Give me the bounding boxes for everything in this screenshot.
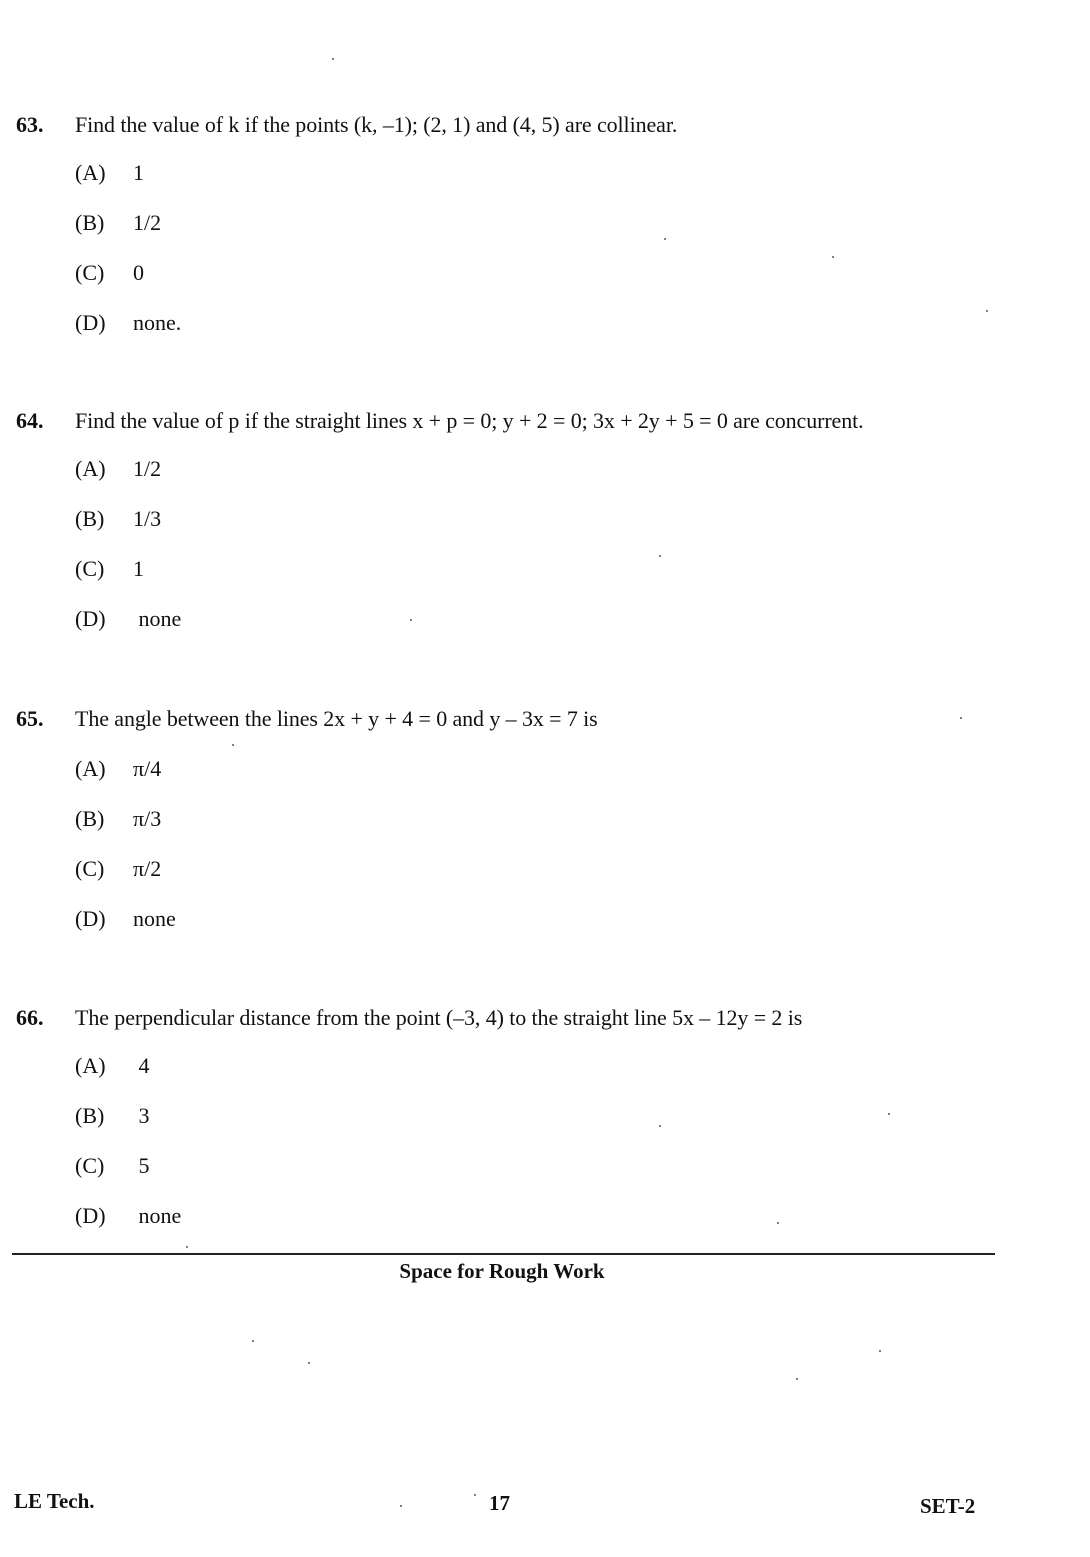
- scan-speck: [474, 1494, 476, 1496]
- option-value: none: [133, 606, 182, 631]
- scan-speck: [960, 717, 962, 719]
- option-c: [75, 556, 181, 606]
- option-label: (B): [75, 806, 105, 831]
- question-text: Find the value of p if the straight lines x + p = 0; y + 2 = 0; 3x + 2y + 5 = 0 are concurrent.: [75, 408, 864, 433]
- option-a: [75, 1053, 181, 1103]
- option-value: π/4: [133, 756, 162, 781]
- option-value: 1/2: [133, 210, 162, 235]
- footer-page-number: 17: [489, 1491, 510, 1515]
- option-label: (C): [75, 856, 105, 881]
- option-value: none: [133, 1203, 182, 1228]
- option-b: [75, 506, 181, 556]
- question-number: 64.: [16, 408, 44, 433]
- option-label: (B): [75, 210, 105, 235]
- option-value: 4: [133, 1053, 150, 1078]
- option-value: π/3: [133, 806, 162, 831]
- option-label: (C): [75, 260, 105, 285]
- option-d: [75, 310, 181, 360]
- option-value: 1/2: [133, 456, 162, 481]
- scan-speck: [664, 238, 666, 240]
- option-value: 3: [133, 1103, 150, 1128]
- option-label: (A): [75, 756, 106, 781]
- question-number: 65.: [16, 706, 44, 731]
- option-a: [75, 456, 181, 506]
- option-label: (D): [75, 906, 106, 931]
- option-a: [75, 160, 181, 210]
- scan-speck: [986, 310, 988, 312]
- scan-speck: [777, 1222, 779, 1224]
- option-label: (B): [75, 1103, 105, 1128]
- question-text: Find the value of k if the points (k, –1); (2, 1) and (4, 5) are collinear.: [75, 112, 678, 137]
- footer-set-label: SET-2: [920, 1494, 976, 1518]
- scan-speck: [332, 58, 334, 60]
- question-number: 63.: [16, 112, 44, 137]
- option-value: 0: [133, 260, 144, 285]
- scan-speck: [308, 1362, 310, 1364]
- option-b: [75, 1103, 181, 1153]
- option-label: (D): [75, 1203, 106, 1228]
- option-label: (A): [75, 1053, 106, 1078]
- scan-speck: [186, 1246, 188, 1248]
- option-b: [75, 210, 181, 260]
- option-value: 1: [133, 160, 144, 185]
- option-value: π/2: [133, 856, 162, 881]
- question-text: The angle between the lines 2x + y + 4 = 0 and y – 3x = 7 is: [75, 706, 598, 731]
- option-c: [75, 260, 181, 310]
- option-label: (C): [75, 556, 105, 581]
- option-label: (D): [75, 310, 106, 335]
- scan-speck: [659, 555, 661, 557]
- option-c: [75, 1153, 181, 1203]
- scan-speck: [832, 256, 834, 258]
- option-value: 1: [133, 556, 144, 581]
- options-list: [75, 1053, 181, 1253]
- rough-work-heading: Space for Rough Work: [399, 1259, 605, 1283]
- option-label: (C): [75, 1153, 105, 1178]
- question-text: The perpendicular distance from the point (–3, 4) to the straight line 5x – 12y = 2 is: [75, 1005, 803, 1030]
- option-label: (B): [75, 506, 105, 531]
- option-label: (D): [75, 606, 106, 631]
- scan-speck: [888, 1113, 890, 1115]
- option-a: [75, 756, 176, 806]
- rough-work-divider: [12, 1253, 995, 1255]
- options-list: [75, 456, 181, 656]
- scan-speck: [252, 1340, 254, 1342]
- option-value: 1/3: [133, 506, 162, 531]
- scan-speck: [400, 1505, 402, 1507]
- option-value: none.: [133, 310, 182, 335]
- scan-speck: [659, 1125, 661, 1127]
- option-label: (A): [75, 456, 106, 481]
- option-value: none: [133, 906, 176, 931]
- scan-speck: [232, 744, 234, 746]
- options-list: [75, 756, 176, 956]
- footer-course-name: LE Tech.: [14, 1489, 95, 1513]
- option-d: [75, 906, 176, 956]
- option-c: [75, 856, 176, 906]
- option-value: 5: [133, 1153, 150, 1178]
- option-d: [75, 606, 181, 656]
- options-list: [75, 160, 181, 360]
- scan-speck: [879, 1350, 881, 1352]
- scan-speck: [410, 619, 412, 621]
- scan-speck: [796, 1378, 798, 1380]
- option-b: [75, 806, 176, 856]
- option-label: (A): [75, 160, 106, 185]
- question-number: 66.: [16, 1005, 44, 1030]
- option-d: [75, 1203, 181, 1253]
